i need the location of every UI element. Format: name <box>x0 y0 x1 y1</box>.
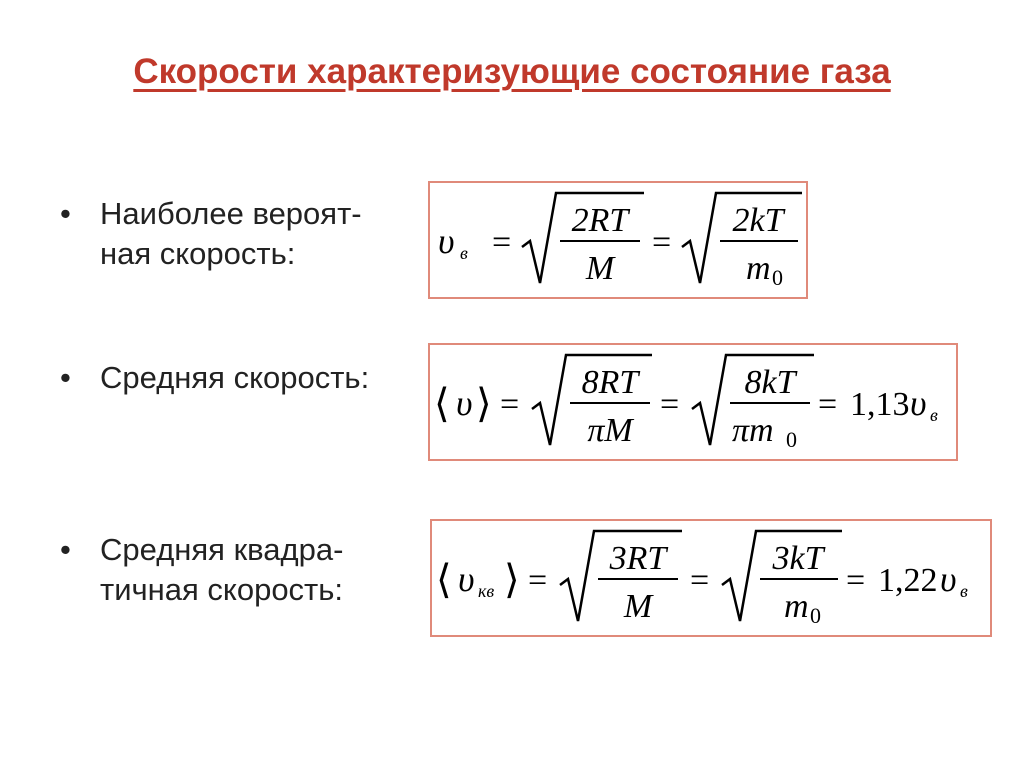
angle-open: ⟨ <box>436 557 452 602</box>
frac-numerator: 3RT <box>609 540 667 577</box>
lhs-symbol: υ <box>458 559 475 599</box>
equals-sign: = <box>528 562 548 599</box>
bullet-icon: • <box>60 532 71 567</box>
formula-box-most-probable <box>428 181 808 299</box>
frac-numerator: 2RT <box>571 202 629 239</box>
frac-numerator: 2kT <box>732 202 784 239</box>
bullet-icon: • <box>60 196 71 231</box>
frac-denominator-main: m <box>746 250 771 287</box>
item-label <box>100 194 362 274</box>
frac-denominator: M <box>585 250 615 287</box>
item-label-line2: ная скорость: <box>100 236 296 271</box>
formula-rms <box>432 521 990 635</box>
item-label-line1: Средняя скорость: <box>100 360 370 395</box>
item-label-line1: Средняя квадра- <box>100 532 344 567</box>
coefficient: 1,13 <box>850 386 910 423</box>
rhs-subscript: в <box>930 405 938 425</box>
rhs-symbol: υ <box>910 383 927 423</box>
slide-title <box>0 52 1024 92</box>
equals-sign: = <box>846 562 866 599</box>
bullet-icon: • <box>60 360 71 395</box>
equals-sign: = <box>492 224 512 261</box>
slide-title-text: Скорости характеризующие состояние газа <box>133 52 891 91</box>
frac-numerator: 8RT <box>581 364 639 401</box>
formula-box-rms <box>430 519 992 637</box>
bullet-item-rms <box>60 530 343 610</box>
lhs-subscript: кв <box>478 581 495 601</box>
frac-denominator: M <box>623 588 653 625</box>
item-label-line1: Наиболее вероят- <box>100 196 362 231</box>
frac-denominator-main: πm <box>732 412 774 449</box>
angle-close: ⟩ <box>476 381 492 426</box>
item-label-line2: тичная скорость: <box>100 572 344 607</box>
formula-mean <box>430 345 956 459</box>
lhs-symbol: υ <box>456 383 473 423</box>
frac-numerator: 3kT <box>772 540 824 577</box>
bullet-item-mean <box>60 358 369 398</box>
equals-sign: = <box>818 386 838 423</box>
coefficient: 1,22 <box>878 562 938 599</box>
equals-sign: = <box>652 224 672 261</box>
frac-denominator-subscript: 0 <box>772 265 783 290</box>
angle-close: ⟩ <box>504 557 520 602</box>
angle-open: ⟨ <box>434 381 450 426</box>
equals-sign: = <box>500 386 520 423</box>
formula-most-probable <box>430 183 806 297</box>
lhs-symbol: υ <box>438 221 455 261</box>
equals-sign: = <box>690 562 710 599</box>
frac-numerator: 8kT <box>744 364 796 401</box>
formula-box-mean <box>428 343 958 461</box>
frac-denominator: πM <box>587 412 633 449</box>
frac-denominator-subscript: 0 <box>810 603 821 628</box>
item-label <box>100 530 343 610</box>
rhs-subscript: в <box>960 581 968 601</box>
rhs-symbol: υ <box>940 559 957 599</box>
frac-denominator-main: m <box>784 588 809 625</box>
bullet-item-most-probable <box>60 194 362 274</box>
equals-sign: = <box>660 386 680 423</box>
lhs-subscript: в <box>460 243 468 263</box>
item-label <box>100 358 369 398</box>
frac-denominator-subscript: 0 <box>786 427 797 452</box>
